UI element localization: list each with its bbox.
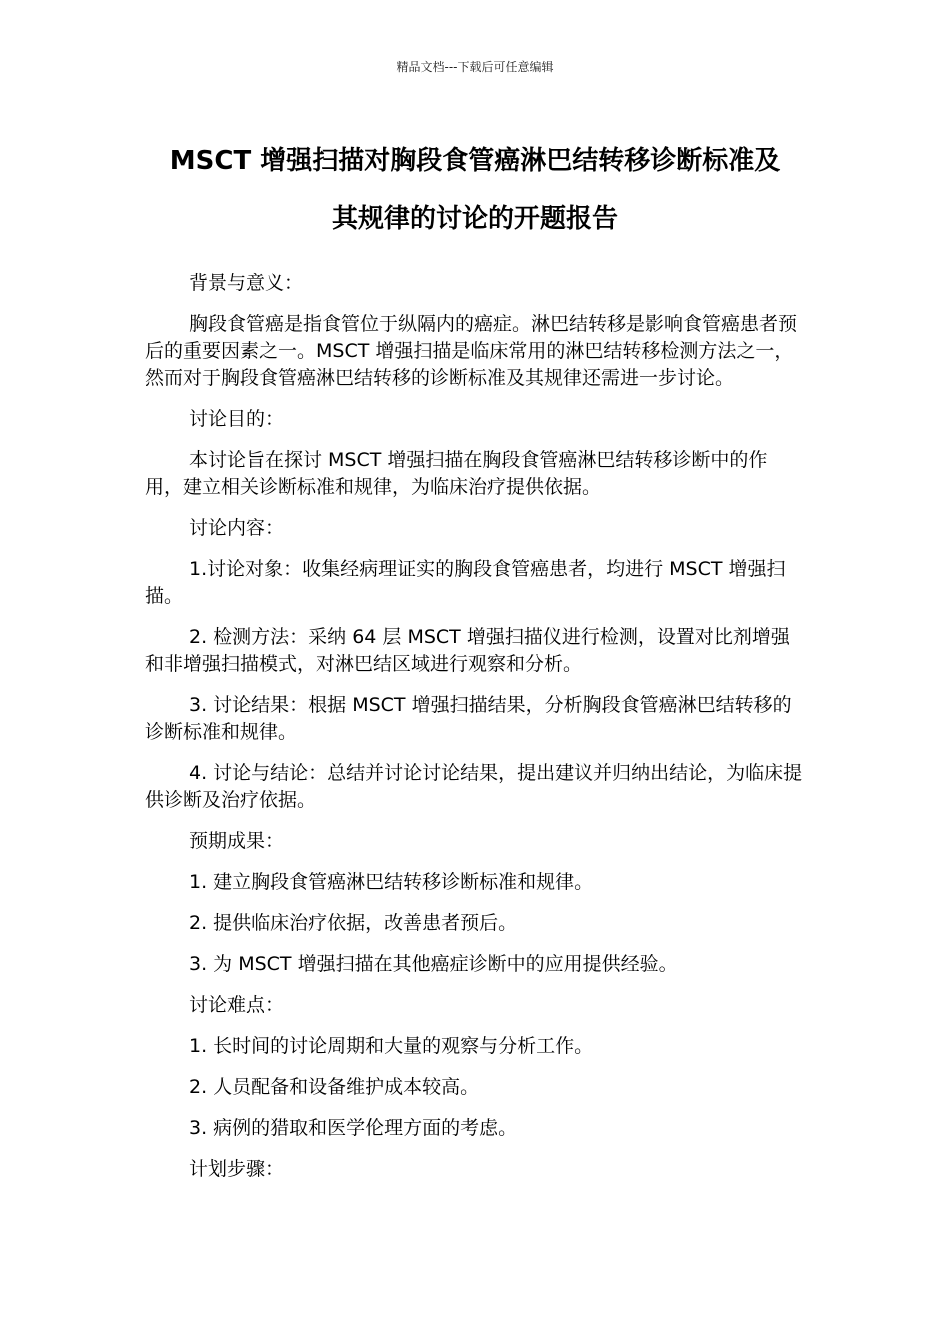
difficulty-item-1: 1. 长时间的讨论周期和大量的观察与分析工作。 [189, 1035, 594, 1057]
section-heading-plan: 计划步骤： [189, 1158, 285, 1180]
section-heading-background: 背景与意义： [189, 272, 304, 294]
difficulty-item-3: 3. 病例的猎取和医学伦理方面的考虑。 [189, 1117, 518, 1139]
header-note: 精品文档---下载后可任意编辑 [396, 60, 554, 74]
paragraph-purpose: 本讨论旨在探讨 MSCT 增强扫描在胸段食管癌淋巴结转移诊断中的作用，建立相关诊断标准和规律，为临床治疗提供依据。 [145, 449, 768, 498]
content-item-1: 1.讨论对象：收集经病理证实的胸段食管癌患者，均进行 MSCT 增强扫描。 [145, 558, 786, 607]
section-heading-outcomes: 预期成果： [189, 830, 285, 852]
title-line-2: 其规律的讨论的开题报告 [331, 204, 618, 234]
outcome-item-2: 2. 提供临床治疗依据，改善患者预后。 [189, 912, 518, 934]
content-item-4: 4. 讨论与结论：总结并讨论讨论结果，提出建议并归纳出结论，为临床提供诊断及治疗依据。 [145, 762, 803, 811]
document-body [145, 270, 805, 1197]
title-line-1: MSCT 增强扫描对胸段食管癌淋巴结转移诊断标准及 [169, 146, 781, 176]
outcome-item-1: 1. 建立胸段食管癌淋巴结转移诊断标准和规律。 [189, 871, 594, 893]
document-title [120, 132, 830, 248]
content-item-2: 2. 检测方法：采纳 64 层 MSCT 增强扫描仪进行检测，设置对比剂增强和非增强扫描模式，对淋巴结区域进行观察和分析。 [145, 626, 790, 675]
difficulty-item-2: 2. 人员配备和设备维护成本较高。 [189, 1076, 480, 1098]
section-heading-difficulties: 讨论难点： [189, 994, 285, 1016]
section-heading-content: 讨论内容： [189, 517, 285, 539]
outcome-item-3: 3. 为 MSCT 增强扫描在其他癌症诊断中的应用提供经验。 [189, 953, 678, 975]
paragraph-background: 胸段食管癌是指食管位于纵隔内的癌症。淋巴结转移是影响食管癌患者预后的重要因素之一。MSCT 增强扫描是临床常用的淋巴结转移检测方法之一，然而对于胸段食管癌淋巴结转移的诊断标准及其规律还需进一步讨论。 [145, 313, 798, 389]
content-item-3: 3. 讨论结果：根据 MSCT 增强扫描结果，分析胸段食管癌淋巴结转移的诊断标准和规律。 [145, 694, 792, 743]
section-heading-purpose: 讨论目的： [189, 408, 285, 430]
